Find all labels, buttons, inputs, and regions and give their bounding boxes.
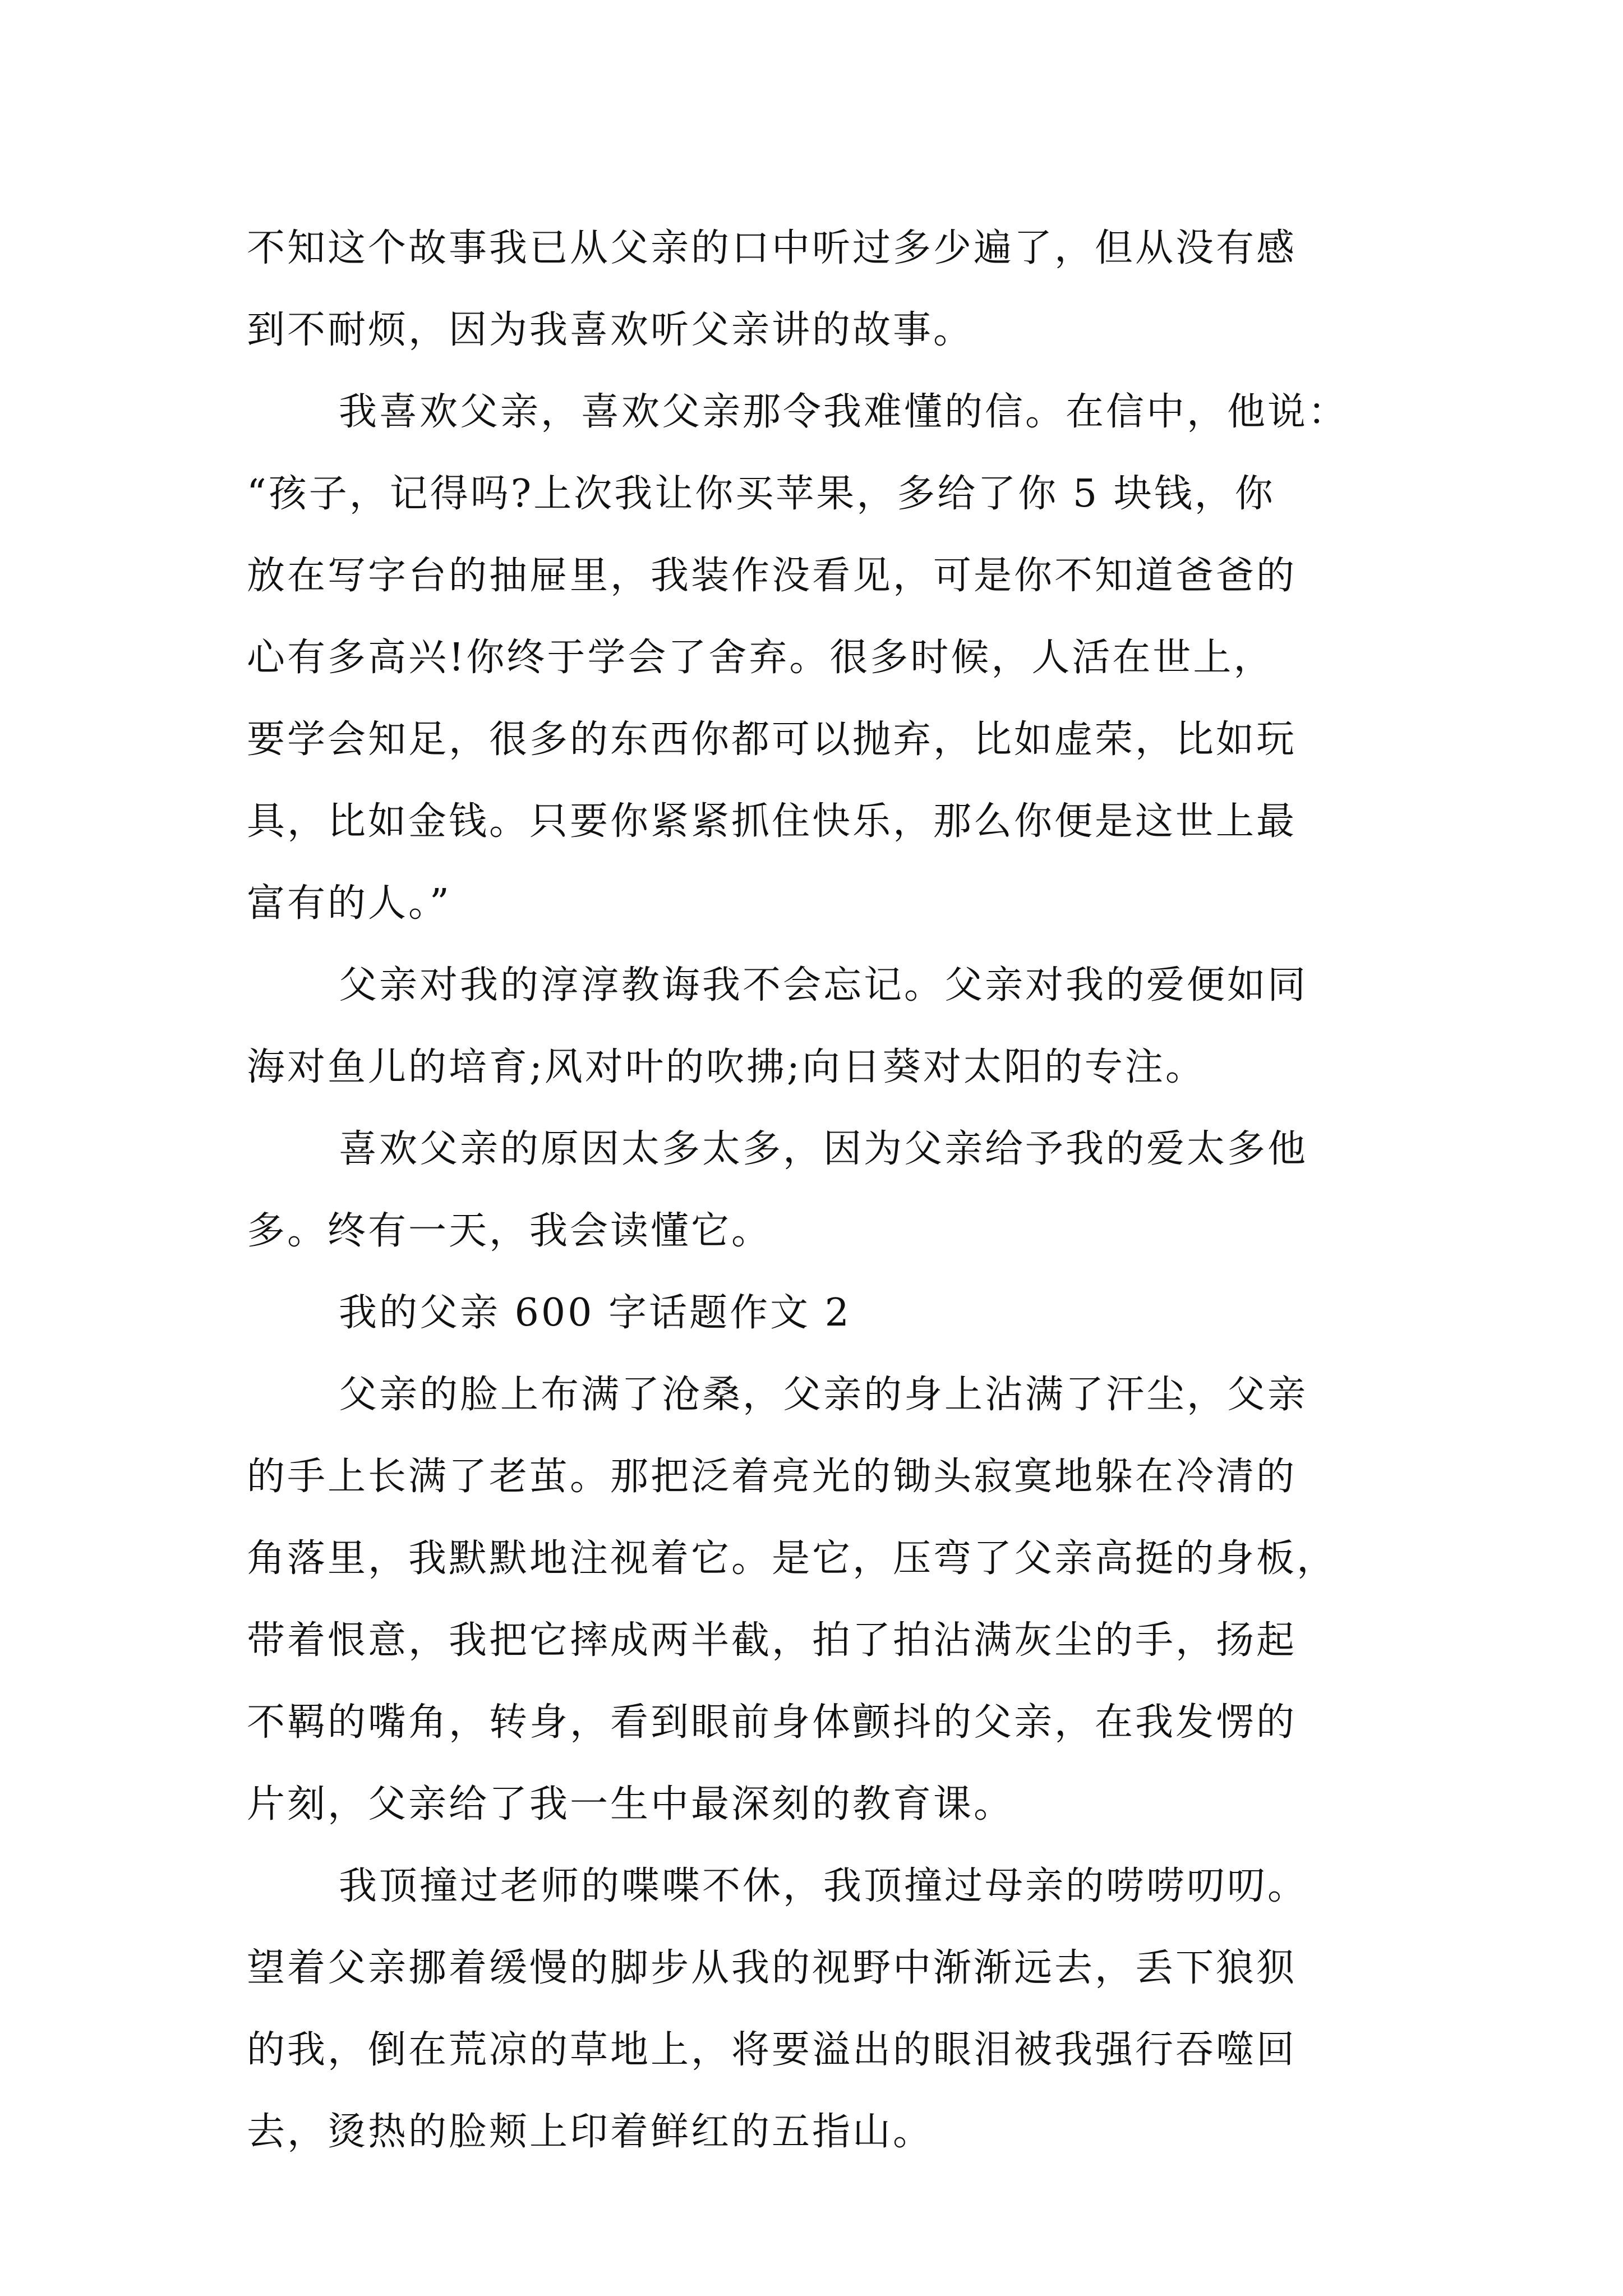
section-heading: 我的父亲 600 字话题作文 2	[339, 1291, 851, 1335]
text-line: 到不耐烦，因为我喜欢听父亲讲的故事。	[247, 308, 974, 352]
text-line: 放在写字台的抽屉里，我装作没看见，可是你不知道爸爸的	[247, 554, 1297, 598]
text-line: 带着恨意，我把它摔成两半截，拍了拍沾满灰尘的手，扬起	[247, 1618, 1297, 1663]
text-line: 不知这个故事我已从父亲的口中听过多少遍了，但从没有感	[247, 226, 1297, 270]
text-line: 的手上长满了老茧。那把泛着亮光的锄头寂寞地躲在冷清的	[247, 1455, 1297, 1499]
text-line: 我喜欢父亲，喜欢父亲那令我难懂的信。在信中，他说：	[339, 390, 1349, 434]
text-line: 富有的人。”	[247, 881, 451, 926]
text-line: 要学会知足，很多的东西你都可以抛弃，比如虚荣，比如玩	[247, 717, 1297, 762]
text-line: 父亲对我的淳淳教诲我不会忘记。父亲对我的爱便如同	[339, 963, 1308, 1007]
text-line: 心有多高兴!你终于学会了舍弃。很多时候，人活在世上，	[247, 636, 1274, 680]
text-line: 喜欢父亲的原因太多太多，因为父亲给予我的爱太多他	[339, 1127, 1308, 1171]
text-line: 片刻，父亲给了我一生中最深刻的教育课。	[247, 1782, 1015, 1826]
text-line: 多。终有一天，我会读懂它。	[247, 1209, 772, 1253]
text-line: 望着父亲挪着缓慢的脚步从我的视野中渐渐远去，丢下狼狈	[247, 1946, 1297, 1990]
text-line: “孩子，记得吗?上次我让你买苹果，多给了你 5 块钱，你	[247, 472, 1275, 516]
text-line: 角落里，我默默地注视着它。是它，压弯了父亲高挺的身板，	[247, 1536, 1338, 1581]
text-line: 的我，倒在荒凉的草地上，将要溢出的眼泪被我强行吞噬回	[247, 2028, 1297, 2072]
text-line: 具，比如金钱。只要你紧紧抓住快乐，那么你便是这世上最	[247, 799, 1297, 844]
text-line: 我顶撞过老师的喋喋不休，我顶撞过母亲的唠唠叨叨。	[339, 1864, 1308, 1908]
text-line: 不羁的嘴角，转身，看到眼前身体颤抖的父亲，在我发愣的	[247, 1700, 1297, 1745]
document-body	[247, 208, 1396, 2173]
text-line: 海对鱼儿的培育;风对叶的吹拂;向日葵对太阳的专注。	[247, 1045, 1206, 1089]
text-line: 父亲的脸上布满了沧桑，父亲的身上沾满了汗尘，父亲	[339, 1373, 1308, 1417]
text-line: 去，烫热的脸颊上印着鲜红的五指山。	[247, 2110, 934, 2154]
